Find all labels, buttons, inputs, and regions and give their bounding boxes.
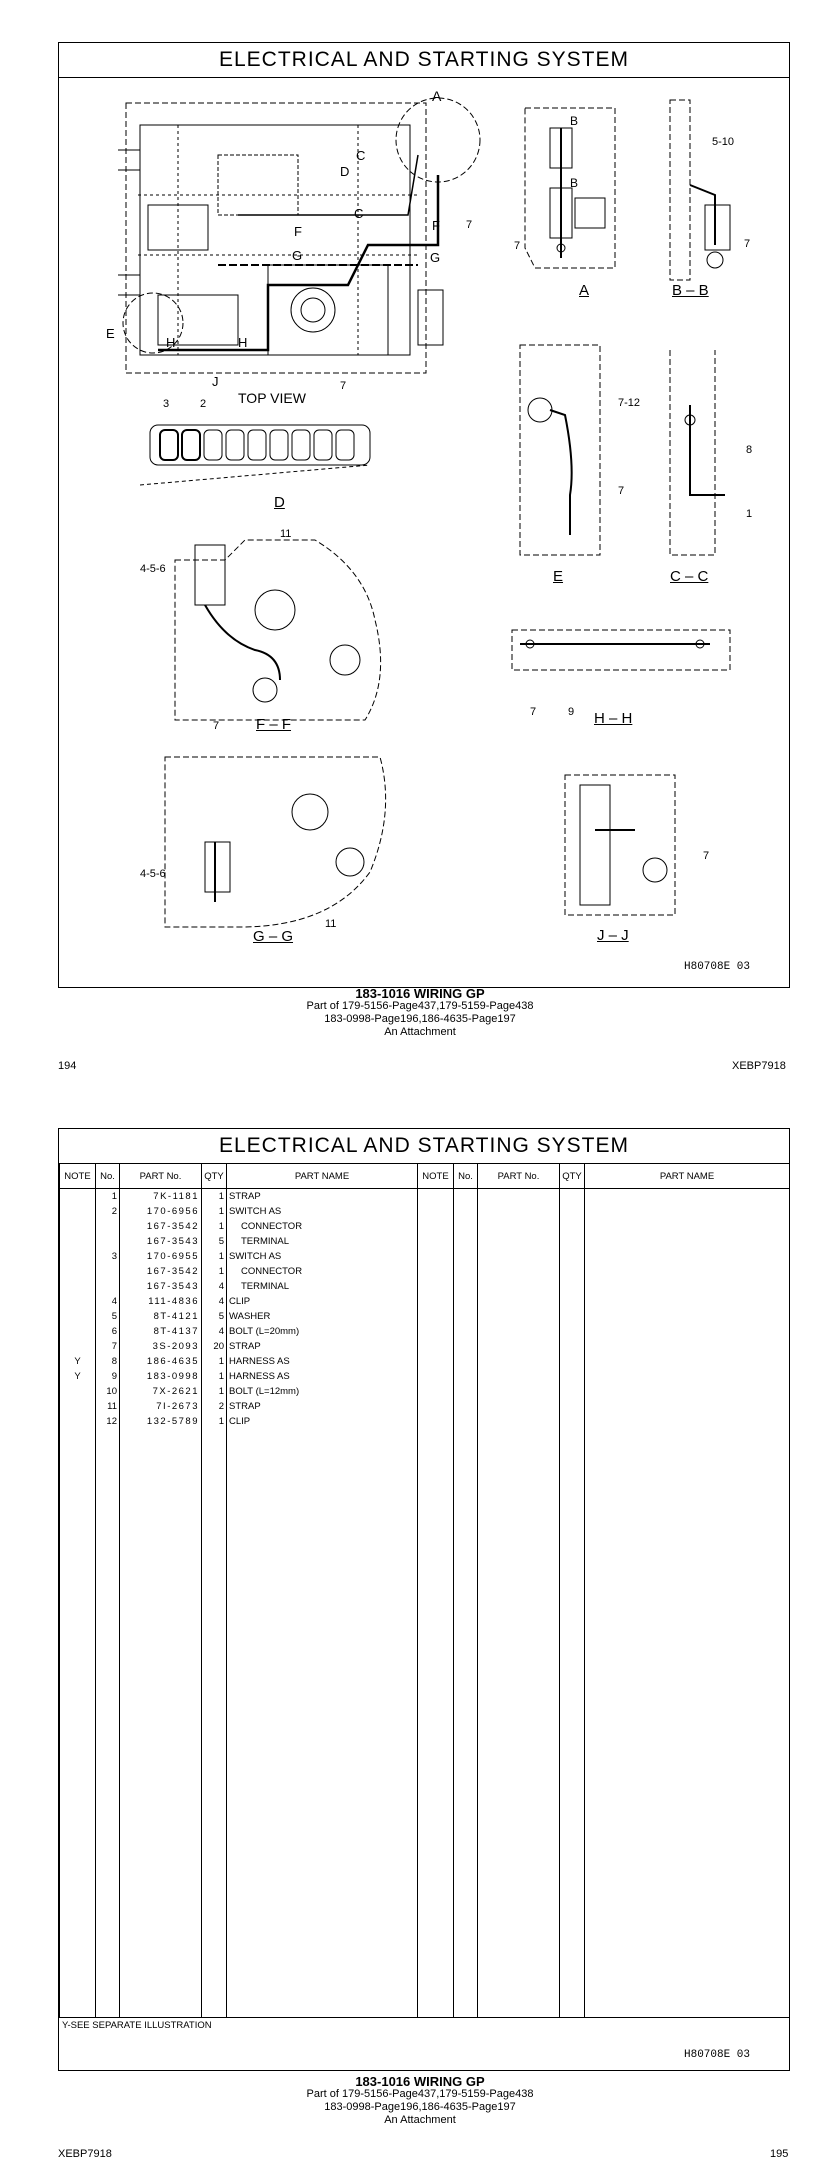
row-empty-cell (418, 1219, 454, 1234)
row-item-no: 7 (96, 1339, 120, 1354)
row-empty-cell (454, 1294, 478, 1309)
row-empty-cell (454, 1264, 478, 1279)
row-empty-cell (454, 1399, 478, 1414)
table-row (60, 1354, 790, 1369)
callout-d: D (340, 164, 350, 179)
row-empty-cell (585, 1324, 790, 1339)
row-empty-cell (478, 1414, 560, 1429)
table-row (60, 1189, 790, 1205)
row-qty: 5 (202, 1234, 227, 1249)
row-part-no: 111-4836 (120, 1294, 202, 1309)
row-empty-cell (418, 1189, 454, 1205)
row-part-no: 167-3543 (120, 1234, 202, 1249)
callout-e: E (106, 326, 115, 341)
row-empty-cell (418, 1354, 454, 1369)
row-part-no: 3S-2093 (120, 1339, 202, 1354)
table-row (60, 1264, 790, 1279)
row-note (60, 1264, 96, 1279)
view-hh-drawing (510, 622, 732, 682)
row-part-no: 167-3542 (120, 1264, 202, 1279)
row-qty: 1 (202, 1384, 227, 1399)
table-row (60, 1399, 790, 1414)
row-note (60, 1189, 96, 1205)
row-item-no: 8 (96, 1354, 120, 1369)
callout-11-f: 11 (280, 528, 292, 540)
row-note (60, 1339, 96, 1354)
table-row (60, 1234, 790, 1249)
row-empty-cell (560, 1234, 585, 1249)
row-item-no (96, 1279, 120, 1294)
row-empty-cell (478, 1384, 560, 1399)
row-empty-cell (560, 1189, 585, 1205)
illustration-caption (0, 987, 840, 1039)
row-empty-cell (478, 1324, 560, 1339)
row-part-name: BOLT (L=20mm) (227, 1324, 418, 1339)
row-empty-cell (560, 1384, 585, 1399)
row-part-no: 7X-2621 (120, 1384, 202, 1399)
callout-7-a: 7 (514, 240, 521, 252)
row-empty-cell (560, 1339, 585, 1354)
row-empty-cell (585, 1294, 790, 1309)
row-empty-cell (418, 1204, 454, 1219)
row-item-no (96, 1264, 120, 1279)
parts-caption-title: 183-1016 WIRING GP (355, 2074, 485, 2089)
row-empty-cell (585, 1204, 790, 1219)
row-part-name: TERMINAL (227, 1279, 418, 1294)
row-empty-cell (418, 1279, 454, 1294)
row-empty-cell (418, 1249, 454, 1264)
row-part-name: STRAP (227, 1189, 418, 1205)
row-part-no: 132-5789 (120, 1414, 202, 1429)
doc-code-right: XEBP7918 (732, 1060, 786, 1072)
table-row (60, 1324, 790, 1339)
row-empty-cell (478, 1339, 560, 1354)
row-empty-cell (560, 1324, 585, 1339)
row-empty-cell (478, 1249, 560, 1264)
callout-11-g: 11 (325, 918, 337, 930)
row-empty-cell (418, 1384, 454, 1399)
table-row (60, 1294, 790, 1309)
parts-caption-line-2: 183-0998-Page196,186-4635-Page197 (324, 2101, 516, 2113)
row-empty-cell (454, 1234, 478, 1249)
table-row (60, 1249, 790, 1264)
callout-2: 2 (200, 398, 207, 410)
table-row (60, 1204, 790, 1219)
row-note: Y (60, 1354, 96, 1369)
row-item-no: 11 (96, 1399, 120, 1414)
row-part-name: SWITCH AS (227, 1204, 418, 1219)
row-empty-cell (585, 1414, 790, 1429)
row-empty-cell (585, 1234, 790, 1249)
row-empty-cell (560, 1204, 585, 1219)
row-empty-cell (454, 1339, 478, 1354)
row-qty: 20 (202, 1339, 227, 1354)
row-empty-cell (585, 1279, 790, 1294)
callout-3: 3 (163, 398, 170, 410)
callout-7-j: 7 (703, 850, 710, 862)
row-empty-cell (585, 1264, 790, 1279)
row-part-name: CLIP (227, 1294, 418, 1309)
view-hh-label: H – H (594, 710, 633, 727)
row-item-no: 3 (96, 1249, 120, 1264)
row-empty-cell (585, 1309, 790, 1324)
row-empty-cell (560, 1249, 585, 1264)
callout-7-top: 7 (466, 219, 473, 231)
row-empty-cell (478, 1309, 560, 1324)
row-empty-cell (478, 1204, 560, 1219)
row-empty-cell (454, 1369, 478, 1384)
row-empty-cell (585, 1384, 790, 1399)
row-note (60, 1324, 96, 1339)
row-note (60, 1399, 96, 1414)
row-empty-cell (478, 1399, 560, 1414)
row-part-name: BOLT (L=12mm) (227, 1384, 418, 1399)
view-ff-label: F – F (256, 716, 292, 733)
row-note (60, 1414, 96, 1429)
parts-caption-line-1: Part of 179-5156-Page437,179-5159-Page438 (306, 2088, 534, 2100)
view-cc-drawing (655, 345, 745, 565)
parts-drawing-code: H80708E 03 (684, 2049, 751, 2061)
view-e-drawing (510, 335, 610, 565)
row-part-no: 170-6955 (120, 1249, 202, 1264)
row-qty: 1 (202, 1249, 227, 1264)
view-a-label: A (579, 282, 590, 299)
row-empty-cell (454, 1189, 478, 1205)
row-item-no: 12 (96, 1414, 120, 1429)
row-empty-cell (585, 1219, 790, 1234)
row-item-no (96, 1234, 120, 1249)
row-empty-cell (478, 1264, 560, 1279)
callout-c: C (356, 148, 366, 163)
row-empty-cell (418, 1234, 454, 1249)
callout-b-bottom: B (570, 176, 579, 190)
row-empty-cell (585, 1189, 790, 1205)
row-empty-cell (454, 1414, 478, 1429)
row-part-no: 167-3542 (120, 1219, 202, 1234)
row-qty: 1 (202, 1264, 227, 1279)
row-note (60, 1249, 96, 1264)
row-empty-cell (478, 1354, 560, 1369)
footnote: Y-SEE SEPARATE ILLUSTRATION (62, 2020, 212, 2031)
row-part-name: STRAP (227, 1339, 418, 1354)
row-part-name: CONNECTOR (227, 1219, 418, 1234)
callout-j: J (212, 374, 219, 389)
row-empty-cell (560, 1369, 585, 1384)
col-part-name-right: PART NAME (585, 1164, 790, 1189)
row-part-no: 7I-2673 (120, 1399, 202, 1414)
table-row (60, 1369, 790, 1384)
row-note (60, 1234, 96, 1249)
row-item-no: 9 (96, 1369, 120, 1384)
row-empty-cell (454, 1384, 478, 1399)
callout-8: 8 (746, 444, 753, 456)
row-note: Y (60, 1369, 96, 1384)
table-filler (60, 1429, 790, 2017)
row-qty: 4 (202, 1324, 227, 1339)
row-qty: 1 (202, 1189, 227, 1205)
row-empty-cell (418, 1264, 454, 1279)
callout-7-bb: 7 (744, 238, 751, 250)
view-ff-drawing (165, 530, 395, 730)
row-empty-cell (560, 1294, 585, 1309)
table-row (60, 1339, 790, 1354)
page-title: ELECTRICAL AND STARTING SYSTEM (59, 43, 789, 78)
callout-h-left: H (166, 335, 176, 350)
row-note (60, 1309, 96, 1324)
row-part-no: 8T-4137 (120, 1324, 202, 1339)
caption-line-2: 183-0998-Page196,186-4635-Page197 (324, 1013, 516, 1025)
callout-h-right: H (238, 335, 248, 350)
table-row (60, 1219, 790, 1234)
row-empty-cell (560, 1399, 585, 1414)
row-part-no: 167-3543 (120, 1279, 202, 1294)
row-qty: 1 (202, 1219, 227, 1234)
row-qty: 4 (202, 1279, 227, 1294)
view-bb-drawing (665, 95, 745, 285)
parts-page-title: ELECTRICAL AND STARTING SYSTEM (59, 1129, 789, 1164)
row-note (60, 1279, 96, 1294)
view-d-drawing (140, 405, 380, 495)
row-empty-cell (454, 1309, 478, 1324)
row-item-no: 2 (96, 1204, 120, 1219)
row-part-name: HARNESS AS (227, 1354, 418, 1369)
table-row (60, 1309, 790, 1324)
col-part-no-right: PART No. (478, 1164, 560, 1189)
col-no: No. (96, 1164, 120, 1189)
view-cc-label: C – C (670, 568, 709, 585)
callout-c2: C (354, 206, 364, 221)
row-empty-cell (418, 1369, 454, 1384)
table-header (60, 1164, 790, 1189)
view-d-label: D (274, 494, 285, 511)
row-qty: 5 (202, 1309, 227, 1324)
row-empty-cell (478, 1279, 560, 1294)
caption-line-1: Part of 179-5156-Page437,179-5159-Page438 (306, 1000, 534, 1012)
view-a-drawing (505, 98, 625, 278)
top-view-label: TOP VIEW (238, 390, 306, 406)
row-empty-cell (560, 1414, 585, 1429)
footnote-divider (59, 2017, 789, 2018)
col-qty: QTY (202, 1164, 227, 1189)
row-empty-cell (478, 1369, 560, 1384)
row-note (60, 1384, 96, 1399)
row-item-no: 5 (96, 1309, 120, 1324)
row-item-no: 1 (96, 1189, 120, 1205)
row-part-name: TERMINAL (227, 1234, 418, 1249)
row-empty-cell (560, 1264, 585, 1279)
row-empty-cell (585, 1354, 790, 1369)
callout-f-right: F (432, 218, 440, 233)
frame-inner (140, 125, 410, 355)
row-part-name: STRAP (227, 1399, 418, 1414)
view-jj-drawing (555, 770, 685, 920)
col-note-right: NOTE (418, 1164, 454, 1189)
view-e-label: E (553, 568, 564, 585)
parts-table (59, 1163, 790, 2017)
view-jj-label: J – J (597, 927, 629, 944)
row-qty: 2 (202, 1399, 227, 1414)
row-part-name: SWITCH AS (227, 1249, 418, 1264)
callout-a: A (432, 88, 442, 104)
row-empty-cell (454, 1324, 478, 1339)
row-note (60, 1204, 96, 1219)
callout-4-5-6-f: 4-5-6 (140, 563, 166, 575)
callout-7-e: 7 (618, 485, 625, 497)
row-part-no: 7K-1181 (120, 1189, 202, 1205)
row-empty-cell (560, 1354, 585, 1369)
row-empty-cell (560, 1309, 585, 1324)
row-empty-cell (418, 1324, 454, 1339)
row-empty-cell (478, 1294, 560, 1309)
callout-b-top: B (570, 114, 579, 128)
col-note: NOTE (60, 1164, 96, 1189)
callout-5-10: 5-10 (712, 136, 735, 148)
row-part-no: 183-0998 (120, 1369, 202, 1384)
row-part-no: 186-4635 (120, 1354, 202, 1369)
row-note (60, 1219, 96, 1234)
row-part-no: 170-6956 (120, 1204, 202, 1219)
row-empty-cell (478, 1189, 560, 1205)
row-empty-cell (585, 1369, 790, 1384)
row-empty-cell (418, 1294, 454, 1309)
row-part-name: HARNESS AS (227, 1369, 418, 1384)
row-qty: 1 (202, 1414, 227, 1429)
row-empty-cell (454, 1249, 478, 1264)
doc-code-left: XEBP7918 (58, 2148, 112, 2160)
page-number-left: 194 (58, 1060, 77, 1072)
row-empty-cell (418, 1399, 454, 1414)
view-gg-label: G – G (253, 928, 294, 945)
callout-g-right: G (430, 250, 441, 265)
row-empty-cell (418, 1339, 454, 1354)
parts-caption-line-3: An Attachment (384, 2114, 456, 2126)
view-bb-label: B – B (672, 282, 709, 299)
row-qty: 1 (202, 1354, 227, 1369)
row-empty-cell (585, 1249, 790, 1264)
callout-9-h: 9 (568, 706, 575, 718)
table-row (60, 1279, 790, 1294)
row-item-no: 10 (96, 1384, 120, 1399)
row-item-no (96, 1219, 120, 1234)
row-empty-cell (418, 1414, 454, 1429)
row-part-name: WASHER (227, 1309, 418, 1324)
col-qty-right: QTY (560, 1164, 585, 1189)
row-qty: 1 (202, 1204, 227, 1219)
callout-4-5-6-g: 4-5-6 (140, 868, 166, 880)
frame-outline (126, 103, 426, 373)
row-empty-cell (478, 1219, 560, 1234)
row-empty-cell (454, 1279, 478, 1294)
col-part-name: PART NAME (227, 1164, 418, 1189)
row-empty-cell (585, 1339, 790, 1354)
caption-title: 183-1016 WIRING GP (355, 986, 485, 1001)
row-empty-cell (560, 1279, 585, 1294)
row-part-no: 8T-4121 (120, 1309, 202, 1324)
drawing-code: H80708E 03 (684, 961, 751, 973)
detail-a-circle (396, 98, 480, 182)
row-part-name: CONNECTOR (227, 1264, 418, 1279)
row-empty-cell (418, 1309, 454, 1324)
row-empty-cell (454, 1354, 478, 1369)
callout-7-top2: 7 (340, 380, 347, 392)
callout-7-h: 7 (530, 706, 537, 718)
callout-g-left: G (292, 248, 303, 263)
row-item-no: 4 (96, 1294, 120, 1309)
table-row (60, 1384, 790, 1399)
callout-f-left: F (294, 224, 302, 239)
callout-7-12: 7-12 (618, 397, 641, 409)
parts-caption (0, 2075, 840, 2127)
row-empty-cell (560, 1219, 585, 1234)
callout-7-f: 7 (213, 720, 220, 732)
col-no-right: No. (454, 1164, 478, 1189)
row-empty-cell (454, 1204, 478, 1219)
row-part-name: CLIP (227, 1414, 418, 1429)
row-note (60, 1294, 96, 1309)
page-number-right: 195 (770, 2148, 789, 2160)
table-row (60, 1414, 790, 1429)
row-empty-cell (585, 1399, 790, 1414)
row-qty: 4 (202, 1294, 227, 1309)
row-qty: 1 (202, 1369, 227, 1384)
view-gg-drawing (160, 752, 400, 932)
row-empty-cell (454, 1219, 478, 1234)
col-part-no: PART No. (120, 1164, 202, 1189)
caption-line-3: An Attachment (384, 1026, 456, 1038)
row-item-no: 6 (96, 1324, 120, 1339)
row-empty-cell (478, 1234, 560, 1249)
callout-1: 1 (746, 508, 753, 520)
